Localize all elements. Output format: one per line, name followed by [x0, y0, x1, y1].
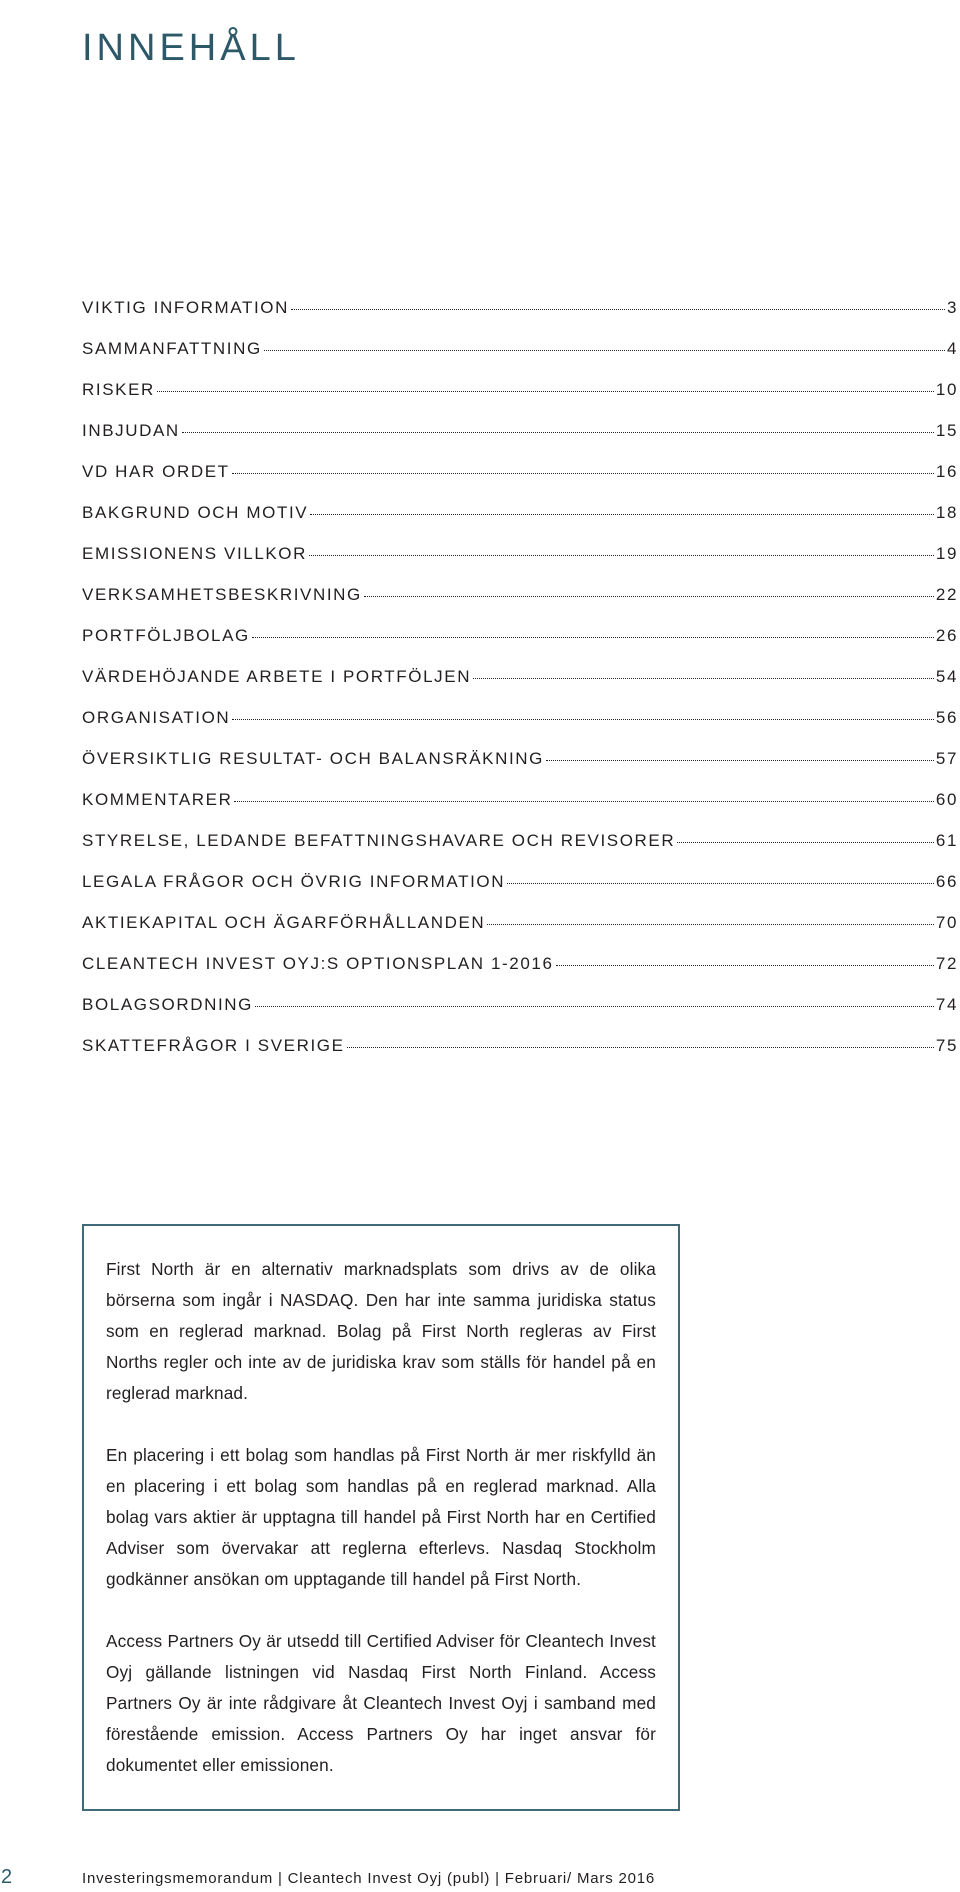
- toc-entry-label: AKTIEKAPITAL OCH ÄGARFÖRHÅLLANDEN: [82, 913, 486, 932]
- first-north-notice-box: [82, 1224, 680, 1811]
- toc-entry-label: VIKTIG INFORMATION: [82, 298, 289, 317]
- toc-entry-page-number: 72: [935, 954, 958, 973]
- toc-entry-label: STYRELSE, LEDANDE BEFATTNINGSHAVARE OCH REVISORER: [82, 831, 676, 850]
- toc-entry-page-number: 56: [935, 708, 958, 727]
- toc-entry[interactable]: [82, 339, 958, 380]
- toc-entry-label: ORGANISATION: [82, 708, 231, 727]
- toc-dot-leader: [309, 555, 934, 556]
- toc-dot-leader: [347, 1047, 934, 1048]
- toc-entry-label: BOLAGSORDNING: [82, 995, 253, 1014]
- toc-entry[interactable]: [82, 626, 958, 667]
- toc-dot-leader: [310, 514, 934, 515]
- toc-entry-page-number: 66: [935, 872, 958, 891]
- toc-entry[interactable]: [82, 831, 958, 872]
- toc-entry-label: SKATTEFRÅGOR I SVERIGE: [82, 1036, 345, 1055]
- toc-entry-label: VERKSAMHETSBESKRIVNING: [82, 585, 362, 604]
- toc-entry[interactable]: [82, 462, 958, 503]
- toc-dot-leader: [487, 924, 934, 925]
- footer-page-number: 2: [1, 1866, 13, 1888]
- toc-dot-leader: [507, 883, 934, 884]
- toc-dot-leader: [677, 842, 934, 843]
- toc-entry-page-number: 26: [935, 626, 958, 645]
- toc-entry-page-number: 15: [935, 421, 958, 440]
- toc-entry[interactable]: [82, 544, 958, 585]
- toc-entry[interactable]: [82, 749, 958, 790]
- toc-dot-leader: [252, 637, 934, 638]
- toc-entry-label: SAMMANFATTNING: [82, 339, 262, 358]
- toc-entry[interactable]: [82, 421, 958, 462]
- toc-entry[interactable]: [82, 380, 958, 421]
- toc-dot-leader: [232, 473, 934, 474]
- toc-dot-leader: [556, 965, 934, 966]
- toc-entry-label: KOMMENTARER: [82, 790, 233, 809]
- toc-dot-leader: [291, 309, 945, 310]
- toc-dot-leader: [232, 719, 934, 720]
- toc-dot-leader: [157, 391, 934, 392]
- toc-entry-label: CLEANTECH INVEST OYJ:S OPTIONSPLAN 1-2016: [82, 954, 554, 973]
- toc-entry-page-number: 57: [935, 749, 958, 768]
- footer-text: Investeringsmemorandum | Cleantech Invest Oyj (publ) | Februari/ Mars 2016: [82, 1870, 656, 1887]
- toc-entry[interactable]: [82, 872, 958, 913]
- toc-dot-leader: [264, 350, 945, 351]
- toc-dot-leader: [473, 678, 934, 679]
- toc-entry-label: LEGALA FRÅGOR OCH ÖVRIG INFORMATION: [82, 872, 506, 891]
- toc-entry[interactable]: [82, 1036, 958, 1077]
- notice-paragraph: En placering i ett bolag som handlas på First North är mer riskfylld än en placering i ett bolag som handlas på en reglerad marknad. Alla bolag vars aktier är upptagna till handel på First North har en Certified Adviser som övervakar att reglerna efterlevs. Nasdaq Stockholm godkänner ansökan om upptagande till handel på First North.: [106, 1445, 656, 1589]
- toc-entry[interactable]: [82, 298, 958, 339]
- toc-entry[interactable]: [82, 585, 958, 626]
- toc-entry-label: BAKGRUND OCH MOTIV: [82, 503, 309, 522]
- toc-entry-page-number: 10: [935, 380, 958, 399]
- toc-entry[interactable]: [82, 913, 958, 954]
- toc-entry[interactable]: [82, 954, 958, 995]
- toc-entry[interactable]: [82, 790, 958, 831]
- toc-dot-leader: [364, 596, 934, 597]
- toc-entry[interactable]: [82, 667, 958, 708]
- toc-entry-page-number: 4: [946, 339, 958, 358]
- toc-entry-page-number: 74: [935, 995, 958, 1014]
- toc-entry-label: VD HAR ORDET: [82, 462, 230, 481]
- toc-dot-leader: [234, 801, 933, 802]
- toc-entry[interactable]: [82, 995, 958, 1036]
- toc-entry-label: PORTFÖLJBOLAG: [82, 626, 250, 645]
- toc-entry[interactable]: [82, 708, 958, 749]
- toc-entry-page-number: 19: [935, 544, 958, 563]
- toc-entry-page-number: 18: [935, 503, 958, 522]
- notice-paragraph: Access Partners Oy är utsedd till Certified Adviser för Cleantech Invest Oyj gällande listningen vid Nasdaq First North Finland. Access Partners Oy är inte rådgivare åt Cleantech Invest Oyj i samband med förestående emission. Access Partners Oy har inget ansvar för dokumentet eller emissionen.: [106, 1631, 656, 1775]
- toc-entry-label: INBJUDAN: [82, 421, 180, 440]
- toc-entry-page-number: 3: [946, 298, 958, 317]
- table-of-contents: [82, 298, 958, 1077]
- toc-entry-page-number: 61: [935, 831, 958, 850]
- toc-entry-page-number: 22: [935, 585, 958, 604]
- toc-entry-page-number: 16: [935, 462, 958, 481]
- toc-entry-page-number: 70: [935, 913, 958, 932]
- toc-entry-label: RISKER: [82, 380, 155, 399]
- toc-entry-page-number: 75: [935, 1036, 958, 1055]
- toc-dot-leader: [255, 1006, 934, 1007]
- toc-dot-leader: [546, 760, 934, 761]
- toc-entry-label: ÖVERSIKTLIG RESULTAT- OCH BALANSRÄKNING: [82, 749, 544, 768]
- toc-entry-page-number: 60: [935, 790, 958, 809]
- notice-paragraph: First North är en alternativ marknadsplats som drivs av de olika börserna som ingår i NASDAQ. Den har inte samma juridiska status som en reglerad marknad. Bolag på First North regleras av First Norths regler och inte av de juridiska krav som ställs för handel på en reglerad marknad.: [106, 1259, 656, 1403]
- toc-entry-label: VÄRDEHÖJANDE ARBETE I PORTFÖLJEN: [82, 667, 472, 686]
- toc-entry-page-number: 54: [935, 667, 958, 686]
- page-title: INNEHÅLL: [82, 27, 300, 70]
- toc-entry-label: EMISSIONENS VILLKOR: [82, 544, 308, 563]
- toc-entry[interactable]: [82, 503, 958, 544]
- toc-dot-leader: [182, 432, 934, 433]
